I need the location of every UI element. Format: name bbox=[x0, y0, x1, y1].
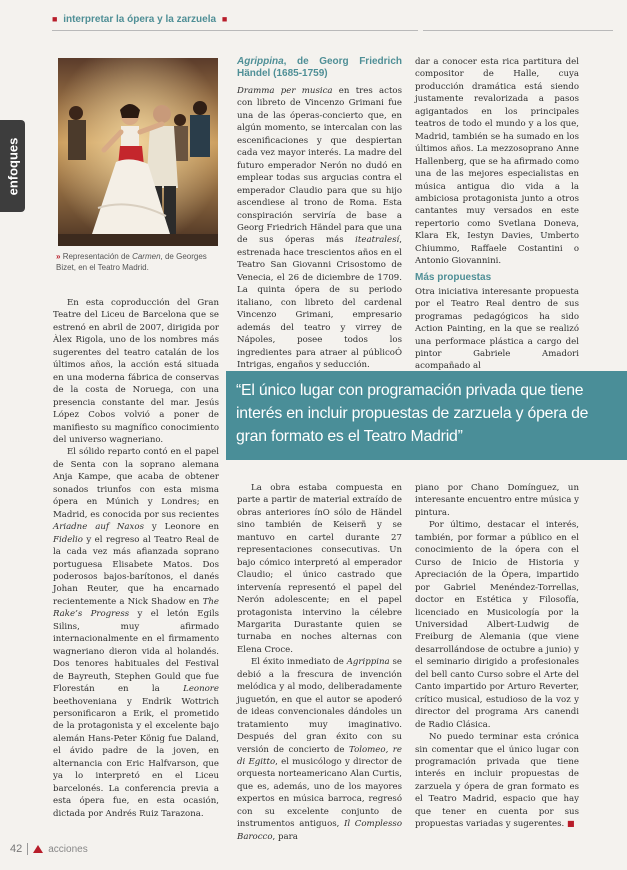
header-rule-right bbox=[423, 30, 613, 31]
header-rule-left bbox=[52, 30, 418, 31]
page-number: 42 bbox=[10, 843, 23, 855]
section-tab-label: enfoques bbox=[5, 137, 21, 195]
col5-paragraph-1: piano por Chano Domínguez, un interesante encuentro entre música y pintura. bbox=[415, 483, 579, 518]
column-right-top bbox=[415, 56, 579, 373]
header-section-title: interpretar la ópera y la zarzuela bbox=[63, 14, 217, 25]
opera-photo bbox=[58, 58, 218, 246]
column-left bbox=[53, 297, 219, 820]
pull-quote-text: “El único lugar con programación privada que tiene interés en incluir propuestas de zarzuela y ópera de gran formato es el Teatro Madrid” bbox=[236, 382, 589, 445]
caption-pre: Representación de bbox=[62, 252, 133, 261]
pull-quote-box bbox=[226, 371, 627, 460]
section-header bbox=[52, 14, 227, 25]
column-right-bottom bbox=[415, 482, 579, 831]
caption-marker: » bbox=[56, 252, 61, 261]
page-footer bbox=[10, 843, 88, 855]
agrippina-heading: Agrippina, de Georg Friedrich Händel (1685-1759) bbox=[237, 56, 402, 79]
col1-paragraph-2: El sólido reparto contó en el papel de Senta con la soprano alemana Anja Kampe, que acaba de obtener sonados triunfos con esta misma ópera en Múnich y Londres; en Madrid, es conocida por sus recientes Ariadne auf Naxos y Leonore en Fidelio y el regreso al Teatro Real de la cada vez más afianzada soprano portuguesa Elisabete Matos. Dos poderosos bajos-barítonos, el danés Johan Reuter, que ha encarnado recientemente a Nick Shadow en The Rake’s Progress y el letón Egils Silins, muy afirmado internacionalmente en el firmamento wagneriano dieron vida al holandés. Dos tenores habituales del Festival de Bayreuth, Stephen Gould que fue Florestán en la Leonore beethoveniana y Endrik Wottrich personificaron a Erik, el prometido de la protagonista y el excelente bajo alemán Hans-Peter König fue Daland, el ávido padre de la joven, en alternancia con Eric Halfvarson, que ya lo interpretó en el Liceu barcelonés. La conferencia previa a esta ópera fue, en esta ocasión, dictada por Andrés Ruiz Tarazona. bbox=[53, 447, 220, 819]
header-right-marker: ■ bbox=[221, 14, 228, 24]
magazine-logo-icon bbox=[33, 845, 43, 853]
column-middle-top bbox=[237, 56, 402, 371]
section-tab bbox=[0, 120, 25, 212]
col4-paragraph-2: El éxito inmediato de Agrippina se debió a la frescura de invención melódica y al modo, deliberadamente juguetón, en que el autor se apoderó de ideas convencionales dándoles un tratamiento muy imaginativo. Después del gran éxito con su versión de concierto de Tolomeo, re di Egitto, el musicólogo y director de orquesta norteamericano Alan Curtis, que es, además, uno de los mayores expertos en música barroca, regresó con su excelente conjunto de instrumentos antiguos, Il Complesso Barocco, para bbox=[237, 657, 402, 842]
caption-title: Carmen bbox=[132, 252, 161, 261]
column-middle-bottom bbox=[237, 482, 402, 843]
magazine-name: acciones bbox=[48, 843, 88, 855]
end-marker: ■ bbox=[567, 819, 575, 829]
photo-caption bbox=[56, 251, 228, 273]
mas-propuestas-heading: Más propuestas bbox=[415, 271, 492, 283]
col2-paragraph-1: Dramma per musica en tres actos con libreto de Vincenzo Grimani fue una de las óperas-concierto que, en algún momento, se intercalan con las escenificaciones y que despiertan cada vez mayor interés. La madre del futuro emperador Nerón no dudó en emplear todas sus argucias contra el emperador Claudio para que su hijo ascendiese al trono de Roma. Esta conspiración serviría de base a Georg Friedrich Händel para que una de sus óperas más iteatralesí, estrenada hace trescientos años en el Teatro San Giovanni Crisostomo de Venecia, el 26 de diciembre de 1709. La quinta ópera de su periodo italiano, con libreto del cardenal Vincenzo Grimani, empresario además del teatro y virrey de Nápoles, posee todos los ingredientes para atraer al públicoÓ Intrigas, engaños y seducción. bbox=[237, 86, 402, 370]
col3-paragraph-1: dar a conocer esta rica partitura del compositor de Halle, cuya producción dramática está siendo justamente revalorizada a pasos agigantados en los principales teatros de todo el mundo y a los que, Madrid, también se ha sumado en los últimos años. La mezzosoprano Anne Hallenberg, que se ha afirmado como una de las mejores especialistas en música antigua dio vida a la ambiciosa protagonista junto a otros cantantes muy versados en este repertorio como Svetlana Doneva, Klara Ek, Iestyn Davies, Umberto Chiummo, Raffaele Costantini o Antonio Giovannini. bbox=[415, 57, 579, 267]
col1-paragraph-1: En esta coproducción del Gran Teatre del Liceu de Barcelona que se estrenó en abril de 2007, dirigida por Àlex Rigola, uno de los nombres más sugerentes del teatro catalán de los últimos años, la acción está situada en una moderna fábrica de conservas de la costa de Noruega, con una presencia constante del mar. Jesús López Cobos volvió a poner de manifiesto su magnífico conocimiento del universo wagneriano. bbox=[53, 298, 219, 445]
caption-post: , de Georges Bizet, en el Teatro Madrid. bbox=[56, 252, 207, 272]
col3-paragraph-2: Otra iniciativa interesante propuesta por el Teatro Real dentro de sus programas pedagógicos ha sido Action Painting, en la que se realizó una performace plástica a cargo del pintor Gabriele Amadori acompañado al bbox=[415, 286, 579, 372]
col5-paragraph-2: Por último, destacar el interés, también, por formar a público en el conocimiento de la ópera con el Curso de Inicio de Historia y Apreciación de la Ópera, impartido por Gabriel Menéndez-Torrellas, doctor en Estética y Filosofía, licenciado en Musicología por la Universidad Albert-Ludwig de Freiburg de Alemania (que viene desarrollándose de octubre a junio) y el seminario dirigido a profesionales del bell canto Curso sobre el Arte del Canto impartido por Arturo Reverter, crítico musical, estudioso de la voz y director del programa Ars canendi de Radio Clásica. bbox=[415, 520, 579, 730]
col5-paragraph-3: No puedo terminar esta crónica sin comentar que el único lugar con programación privada que tiene interés en incluir propuestas de zarzuela y ópera de gran formato es el Teatro Madrid, espacio que hay que tener en cuenta por sus propuestas variadas y sugerentes. ■ bbox=[415, 732, 579, 830]
footer-divider bbox=[27, 843, 28, 855]
header-left-marker: ■ bbox=[52, 14, 58, 24]
col4-paragraph-1: La obra estaba compuesta en parte a partir de material extraído de obras anteriores ínO sólo de Händel sino también de Keiserñ y se mantuvo en cartel durante 27 representaciones consecutivas. Un bajo cómico interpretó al emperador Claudio; el único castrado que intervenía representó el papel del Nerón adolescente; en el papel protagonista intervino la célebre Margarita Durastante quien se turnaba en noches alternas con Elena Croce. bbox=[237, 483, 402, 655]
carmen-stage-illustration bbox=[58, 58, 218, 246]
